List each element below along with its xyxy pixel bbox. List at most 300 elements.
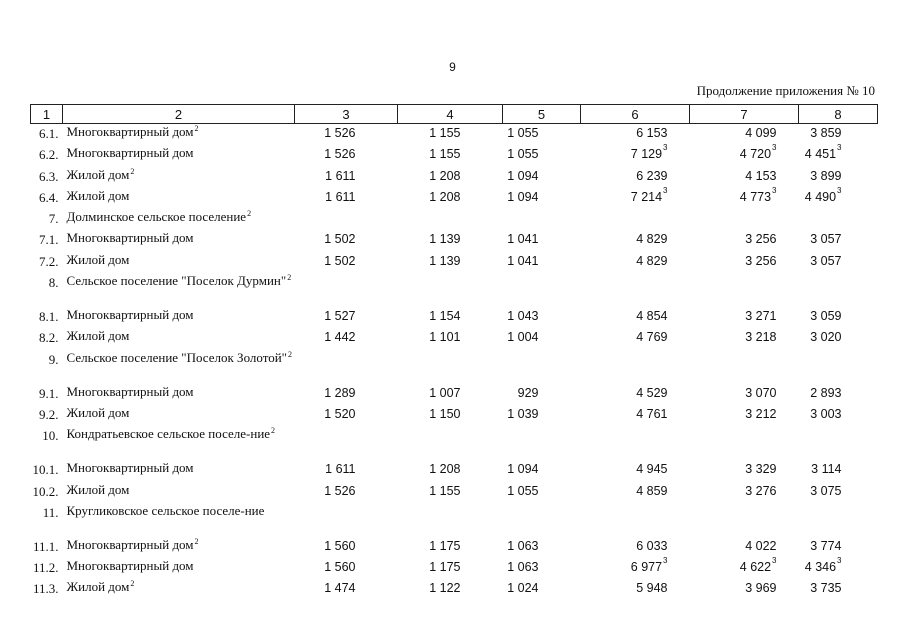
table-row <box>31 350 878 384</box>
row-name <box>63 460 295 481</box>
cell-col5 <box>503 482 581 503</box>
cell-col8-text: 3 059 <box>810 309 842 324</box>
cell-col8 <box>799 426 878 460</box>
column-header: 4 <box>398 105 503 124</box>
table-row <box>31 273 878 307</box>
cell-col6 <box>581 558 690 579</box>
cell-col8 <box>799 537 878 558</box>
row-name <box>63 503 295 537</box>
cell-col5-text: 1 055 <box>507 147 539 162</box>
row-name-text: Многоквартирный дом <box>66 145 194 161</box>
cell-col6 <box>581 145 690 166</box>
row-name <box>63 167 295 188</box>
cell-col7-text: 4 773 <box>739 189 772 204</box>
row-index <box>31 167 63 188</box>
cell-col3-text: 1 560 <box>324 560 356 575</box>
cell-col7 <box>690 307 799 328</box>
cell-col4-text: 1 155 <box>429 483 461 498</box>
cell-col4 <box>398 482 503 503</box>
table-row <box>31 579 878 600</box>
cell-col6-text: 4 829 <box>636 253 668 268</box>
table-row <box>31 558 878 579</box>
cell-col7-text: 4 720 <box>739 147 772 162</box>
cell-col3-text: 1 611 <box>325 189 356 204</box>
footnote-marker: 3 <box>837 143 842 153</box>
row-name <box>63 307 295 328</box>
cell-col3 <box>295 426 398 460</box>
cell-col3-text: 1 520 <box>324 406 356 421</box>
cell-col5 <box>503 503 581 537</box>
cell-col7 <box>690 209 799 230</box>
cell-col7-text: 3 276 <box>745 483 777 498</box>
cell-col8-text: 3 057 <box>810 232 842 247</box>
row-index-text: 11.2. <box>32 560 59 576</box>
row-name <box>63 230 295 251</box>
cell-col4 <box>398 273 503 307</box>
cell-col3 <box>295 558 398 579</box>
cell-col8-text: 3 859 <box>810 126 842 140</box>
cell-col7 <box>690 145 799 166</box>
cell-col8 <box>799 558 878 579</box>
row-name-text: Кондратьевское сельское поселе-ние <box>66 426 271 442</box>
row-name-text: Жилой дом <box>66 251 130 267</box>
cell-col3 <box>295 460 398 481</box>
cell-col5 <box>503 145 581 166</box>
cell-col4 <box>398 405 503 426</box>
cell-col3 <box>295 537 398 558</box>
cell-col3 <box>295 503 398 537</box>
cell-col3 <box>295 124 398 146</box>
cell-col5 <box>503 405 581 426</box>
cell-col6 <box>581 328 690 349</box>
row-name <box>63 579 295 600</box>
cell-col3-text: 1 611 <box>325 462 356 477</box>
cell-col4 <box>398 503 503 537</box>
table-row <box>31 307 878 328</box>
cell-col5-text: 1 055 <box>507 483 539 498</box>
footnote-marker: 3 <box>663 143 668 153</box>
cell-col3-text: 1 611 <box>325 168 356 183</box>
row-name-text: Жилой дом <box>66 579 130 595</box>
cell-col3 <box>295 405 398 426</box>
cell-col3 <box>295 328 398 349</box>
row-name <box>63 328 295 349</box>
cell-col5 <box>503 426 581 460</box>
cell-col6-text: 4 854 <box>636 309 668 324</box>
cell-col7 <box>690 230 799 251</box>
row-name <box>63 124 295 146</box>
cell-col4-text: 1 101 <box>429 330 461 345</box>
cell-col8 <box>799 252 878 273</box>
cell-col5 <box>503 350 581 384</box>
cell-col3-text: 1 560 <box>324 538 356 553</box>
table-row <box>31 124 878 146</box>
cell-col4-text: 1 208 <box>429 168 461 183</box>
column-header: 6 <box>581 105 690 124</box>
table-row <box>31 537 878 558</box>
table-body <box>31 124 878 601</box>
cell-col8-text: 3 899 <box>810 168 842 183</box>
column-header: 2 <box>63 105 295 124</box>
table-row <box>31 328 878 349</box>
cell-col8 <box>799 384 878 405</box>
row-index <box>31 579 63 600</box>
cell-col6-text: 5 948 <box>636 581 668 596</box>
table-row <box>31 230 878 251</box>
row-name-text: Многоквартирный дом <box>66 307 194 323</box>
footnote-marker: 2 <box>194 536 199 546</box>
cell-col7-text: 3 256 <box>745 253 777 268</box>
row-index <box>31 503 63 537</box>
cell-col5-text: 1 041 <box>507 253 539 268</box>
cell-col4 <box>398 558 503 579</box>
cell-col5-text: 1 094 <box>507 189 539 204</box>
cell-col7-text: 4 099 <box>745 126 777 140</box>
cell-col7 <box>690 405 799 426</box>
cell-col4 <box>398 252 503 273</box>
cell-col6 <box>581 537 690 558</box>
cell-col7 <box>690 558 799 579</box>
cell-col5-text: 1 043 <box>507 309 539 324</box>
cell-col3-text: 1 526 <box>324 147 356 162</box>
cell-col8-text: 4 451 <box>804 147 837 162</box>
row-name-text: Многоквартирный дом <box>66 536 194 552</box>
row-name-text: Кругликовское сельское поселе-ние <box>66 502 265 518</box>
table-row <box>31 252 878 273</box>
row-index-text: 8.2. <box>39 330 59 346</box>
row-name-text: Многоквартирный дом <box>66 558 194 574</box>
row-index <box>31 273 63 307</box>
cell-col7-text: 4 022 <box>745 538 777 553</box>
cell-col7 <box>690 579 799 600</box>
row-name-text: Многоквартирный дом <box>66 383 194 399</box>
cell-col6-text: 4 829 <box>636 232 668 247</box>
cell-col4-text: 1 154 <box>429 309 461 324</box>
row-index-text: 9.1. <box>39 385 59 401</box>
cell-col8-text: 3 735 <box>810 581 842 596</box>
cell-col3-text: 1 289 <box>324 385 356 400</box>
cell-col4 <box>398 145 503 166</box>
cell-col6 <box>581 307 690 328</box>
cell-col4 <box>398 328 503 349</box>
row-index <box>31 384 63 405</box>
cell-col7 <box>690 124 799 146</box>
row-name-text: Жилой дом <box>66 328 130 344</box>
column-header: 8 <box>799 105 878 124</box>
cell-col8-text: 3 114 <box>811 462 842 477</box>
cell-col5 <box>503 273 581 307</box>
tariff-table <box>30 104 878 601</box>
row-name-text: Многоквартирный дом <box>66 230 194 246</box>
cell-col6-text: 4 529 <box>636 385 668 400</box>
row-index-text: 11.1. <box>32 538 59 554</box>
row-index-text: 9.2. <box>39 406 59 422</box>
cell-col6 <box>581 460 690 481</box>
cell-col6 <box>581 482 690 503</box>
footnote-marker: 2 <box>288 349 292 359</box>
row-index-text: 8.1. <box>39 309 59 325</box>
cell-col6 <box>581 185 690 209</box>
cell-col3 <box>295 145 398 166</box>
cell-col3-text: 1 442 <box>324 330 356 345</box>
cell-col3-text: 1 526 <box>324 483 356 498</box>
cell-col5-text: 1 094 <box>507 462 539 477</box>
cell-col6 <box>581 350 690 384</box>
cell-col8-text: 4 346 <box>804 560 837 575</box>
row-index <box>31 537 63 558</box>
cell-col6-text: 4 859 <box>636 483 668 498</box>
cell-col8-text: 2 893 <box>810 385 842 400</box>
cell-col6 <box>581 384 690 405</box>
cell-col3 <box>295 350 398 384</box>
row-index-text: 7.2. <box>39 253 59 269</box>
cell-col7 <box>690 384 799 405</box>
row-name <box>63 350 295 384</box>
cell-col8 <box>799 307 878 328</box>
row-index <box>31 426 63 460</box>
cell-col5 <box>503 252 581 273</box>
cell-col4 <box>398 307 503 328</box>
table-row <box>31 384 878 405</box>
cell-col5 <box>503 328 581 349</box>
continuation-note: Продолжение приложения № 10 <box>696 83 875 98</box>
row-index-text: 7.1. <box>39 232 59 248</box>
cell-col3 <box>295 252 398 273</box>
cell-col5 <box>503 384 581 405</box>
cell-col7-text: 3 256 <box>745 232 777 247</box>
header-row <box>31 105 878 124</box>
cell-col8 <box>799 579 878 600</box>
cell-col4 <box>398 460 503 481</box>
footnote-marker: 3 <box>837 556 842 566</box>
row-index-text: 6.1. <box>39 126 59 141</box>
cell-col5 <box>503 188 581 209</box>
cell-col4-text: 1 007 <box>429 385 461 400</box>
row-index <box>31 230 63 251</box>
row-index-text: 10. <box>42 428 59 444</box>
row-index <box>31 209 63 230</box>
cell-col3-text: 1 474 <box>324 581 356 596</box>
cell-col7 <box>690 537 799 558</box>
cell-col5 <box>503 230 581 251</box>
table-row <box>31 503 878 537</box>
row-index <box>31 145 63 166</box>
row-name <box>63 145 295 166</box>
cell-col5 <box>503 537 581 558</box>
row-index-text: 6.2. <box>39 147 59 163</box>
cell-col3 <box>295 482 398 503</box>
tariff-table-container <box>30 104 877 601</box>
footnote-marker: 2 <box>271 426 276 436</box>
cell-col7 <box>690 503 799 537</box>
cell-col3-text: 1 502 <box>324 253 356 268</box>
cell-col8-text: 3 020 <box>810 330 842 345</box>
cell-col5 <box>503 167 581 188</box>
cell-col8 <box>799 460 878 481</box>
cell-col7-text: 4 622 <box>739 560 772 575</box>
footnote-marker: 3 <box>663 185 668 195</box>
cell-col5-text: 1 041 <box>507 232 539 247</box>
row-index <box>31 405 63 426</box>
cell-col4-text: 1 175 <box>429 538 461 553</box>
cell-col4-text: 1 208 <box>429 462 461 477</box>
cell-col4-text: 1 155 <box>429 126 461 140</box>
row-index-text: 11. <box>42 504 59 520</box>
row-index-text: 7. <box>48 211 59 227</box>
cell-col3-text: 1 527 <box>324 309 356 324</box>
cell-col3 <box>295 167 398 188</box>
cell-col6-text: 7 129 <box>630 147 663 162</box>
row-index-text: 10.2. <box>32 483 59 499</box>
cell-col6 <box>581 273 690 307</box>
row-index <box>31 350 63 384</box>
cell-col6-text: 6 153 <box>636 126 668 140</box>
row-name-text: Сельское поселение "Поселок Золотой" <box>66 349 287 365</box>
cell-col4-text: 1 139 <box>429 253 461 268</box>
cell-col4 <box>398 537 503 558</box>
cell-col7-text: 3 070 <box>745 385 777 400</box>
row-name-text: Долминское сельское поселение <box>66 209 247 225</box>
row-name <box>63 188 295 209</box>
cell-col5-text: 929 <box>517 385 539 400</box>
cell-col4-text: 1 155 <box>429 147 461 162</box>
table-row <box>31 482 878 503</box>
cell-col6-text: 7 214 <box>630 189 663 204</box>
cell-col7 <box>690 350 799 384</box>
cell-col4-text: 1 208 <box>429 189 461 204</box>
cell-col5-text: 1 063 <box>507 560 539 575</box>
cell-col8 <box>799 167 878 188</box>
cell-col3 <box>295 230 398 251</box>
cell-col4 <box>398 209 503 230</box>
cell-col7 <box>690 328 799 349</box>
cell-col8-text: 4 490 <box>804 189 837 204</box>
table-row <box>31 209 878 230</box>
cell-col8 <box>799 185 878 209</box>
cell-col5 <box>503 307 581 328</box>
cell-col4 <box>398 350 503 384</box>
cell-col7-text: 3 212 <box>745 406 777 421</box>
cell-col6-text: 6 239 <box>636 168 668 183</box>
table-row <box>31 426 878 460</box>
cell-col4 <box>398 230 503 251</box>
row-name <box>63 558 295 579</box>
footnote-marker: 2 <box>130 166 135 176</box>
cell-col8 <box>799 273 878 307</box>
cell-col6 <box>581 579 690 600</box>
row-name-text: Жилой дом <box>66 404 130 420</box>
footnote-marker: 2 <box>194 124 199 133</box>
column-header: 3 <box>295 105 398 124</box>
cell-col4-text: 1 139 <box>429 232 461 247</box>
cell-col5 <box>503 558 581 579</box>
row-name <box>63 384 295 405</box>
cell-col3 <box>295 579 398 600</box>
page-number: 9 <box>449 60 456 74</box>
row-index <box>31 558 63 579</box>
cell-col7-text: 4 153 <box>745 168 777 183</box>
cell-col6-text: 4 945 <box>636 462 668 477</box>
cell-col6 <box>581 503 690 537</box>
cell-col7-text: 3 218 <box>745 330 777 345</box>
footnote-marker: 3 <box>663 556 668 566</box>
cell-col5 <box>503 460 581 481</box>
cell-col7 <box>690 460 799 481</box>
column-header: 5 <box>503 105 581 124</box>
cell-col8 <box>799 230 878 251</box>
cell-col6-text: 6 977 <box>630 560 663 575</box>
row-index <box>31 482 63 503</box>
cell-col7 <box>690 185 799 209</box>
footnote-marker: 2 <box>130 579 135 589</box>
row-name <box>63 405 295 426</box>
cell-col5 <box>503 579 581 600</box>
cell-col6-text: 6 033 <box>636 538 668 553</box>
row-name-text: Жилой дом <box>66 187 130 203</box>
row-index-text: 6.4. <box>39 189 59 205</box>
footnote-marker: 2 <box>247 209 252 219</box>
cell-col6-text: 4 769 <box>636 330 668 345</box>
table-row <box>31 460 878 481</box>
cell-col5-text: 1 039 <box>507 406 539 421</box>
cell-col5-text: 1 055 <box>507 126 539 140</box>
cell-col7 <box>690 482 799 503</box>
cell-col8-text: 3 057 <box>810 253 842 268</box>
cell-col8 <box>799 209 878 230</box>
row-name <box>63 252 295 273</box>
footnote-marker: 3 <box>837 185 842 195</box>
cell-col6 <box>581 252 690 273</box>
row-index <box>31 124 63 146</box>
cell-col3-text: 1 502 <box>324 232 356 247</box>
cell-col7 <box>690 273 799 307</box>
cell-col3 <box>295 384 398 405</box>
cell-col4 <box>398 579 503 600</box>
cell-col6 <box>581 426 690 460</box>
cell-col6 <box>581 209 690 230</box>
cell-col6 <box>581 405 690 426</box>
cell-col4 <box>398 426 503 460</box>
cell-col7-text: 3 329 <box>745 462 777 477</box>
cell-col8 <box>799 482 878 503</box>
row-name-text: Жилой дом <box>66 481 130 497</box>
cell-col6 <box>581 167 690 188</box>
cell-col3 <box>295 209 398 230</box>
cell-col5 <box>503 209 581 230</box>
cell-col6 <box>581 230 690 251</box>
cell-col6-text: 4 761 <box>636 406 668 421</box>
cell-col6 <box>581 124 690 146</box>
cell-col8 <box>799 145 878 166</box>
table-row <box>31 188 878 209</box>
cell-col3 <box>295 307 398 328</box>
cell-col8-text: 3 003 <box>810 406 842 421</box>
cell-col3-text: 1 526 <box>324 126 356 140</box>
cell-col4-text: 1 122 <box>429 581 461 596</box>
table-row <box>31 405 878 426</box>
row-index <box>31 188 63 209</box>
cell-col4 <box>398 167 503 188</box>
cell-col8 <box>799 328 878 349</box>
cell-col3 <box>295 188 398 209</box>
row-index-text: 11.3. <box>32 581 59 597</box>
cell-col5-text: 1 094 <box>507 168 539 183</box>
cell-col7 <box>690 252 799 273</box>
row-name <box>63 273 295 307</box>
table-row <box>31 167 878 188</box>
cell-col4 <box>398 124 503 146</box>
table-row <box>31 145 878 166</box>
